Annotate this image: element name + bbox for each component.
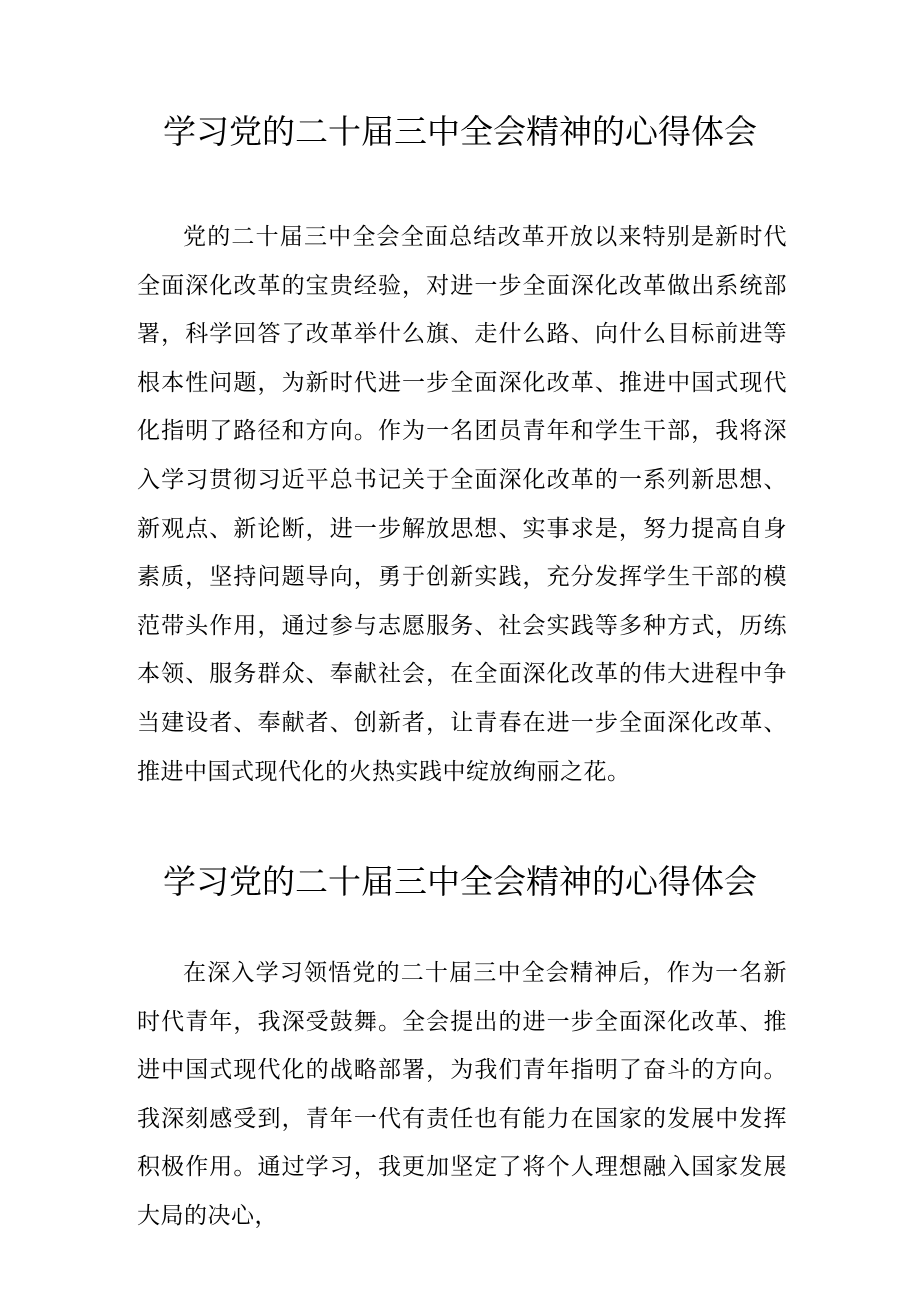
article-title: 学习党的二十届三中全会精神的心得体会	[163, 862, 757, 901]
article-title: 学习党的二十届三中全会精神的心得体会	[163, 112, 757, 151]
article-paragraph: 党的二十届三中全会全面总结改革开放以来特别是新时代全面深化改革的宝贵经验，对进一步全面深化改革做出系统部署，科学回答了改革举什么旗、走什么路、向什么目标前进等根本性问题，为新时代进一步全面深化改革、推进中国式现代化指明了路径和方向。作为一名团员青年和学生干部，我将深入学习贯彻习近平总书记关于全面深化改革的一系列新思想、新观点、新论断，进一步解放思想、实事求是，努力提高自身素质，坚持问题导向，勇于创新实践，充分发挥学生干部的模范带头作用，通过参与志愿服务、社会实践等多种方式，历练本领、服务群众、奉献社会，在全面深化改革的伟大进程中争当建设者、奉献者、创新者，让青春在进一步全面深化改革、推进中国式现代化的火热实践中绽放绚丽之花。	[137, 224, 787, 785]
article-section-1	[0, 104, 920, 785]
article-section-2	[0, 854, 920, 1229]
article-paragraph: 在深入学习领悟党的二十届三中全会精神后，作为一名新时代青年，我深受鼓舞。全会提出的进一步全面深化改革、推进中国式现代化的战略部署，为我们青年指明了奋斗的方向。我深刻感受到，青年一代有责任也有能力在国家的发展中发挥积极作用。通过学习，我更加坚定了将个人理想融入国家发展大局的决心，	[137, 960, 787, 1229]
